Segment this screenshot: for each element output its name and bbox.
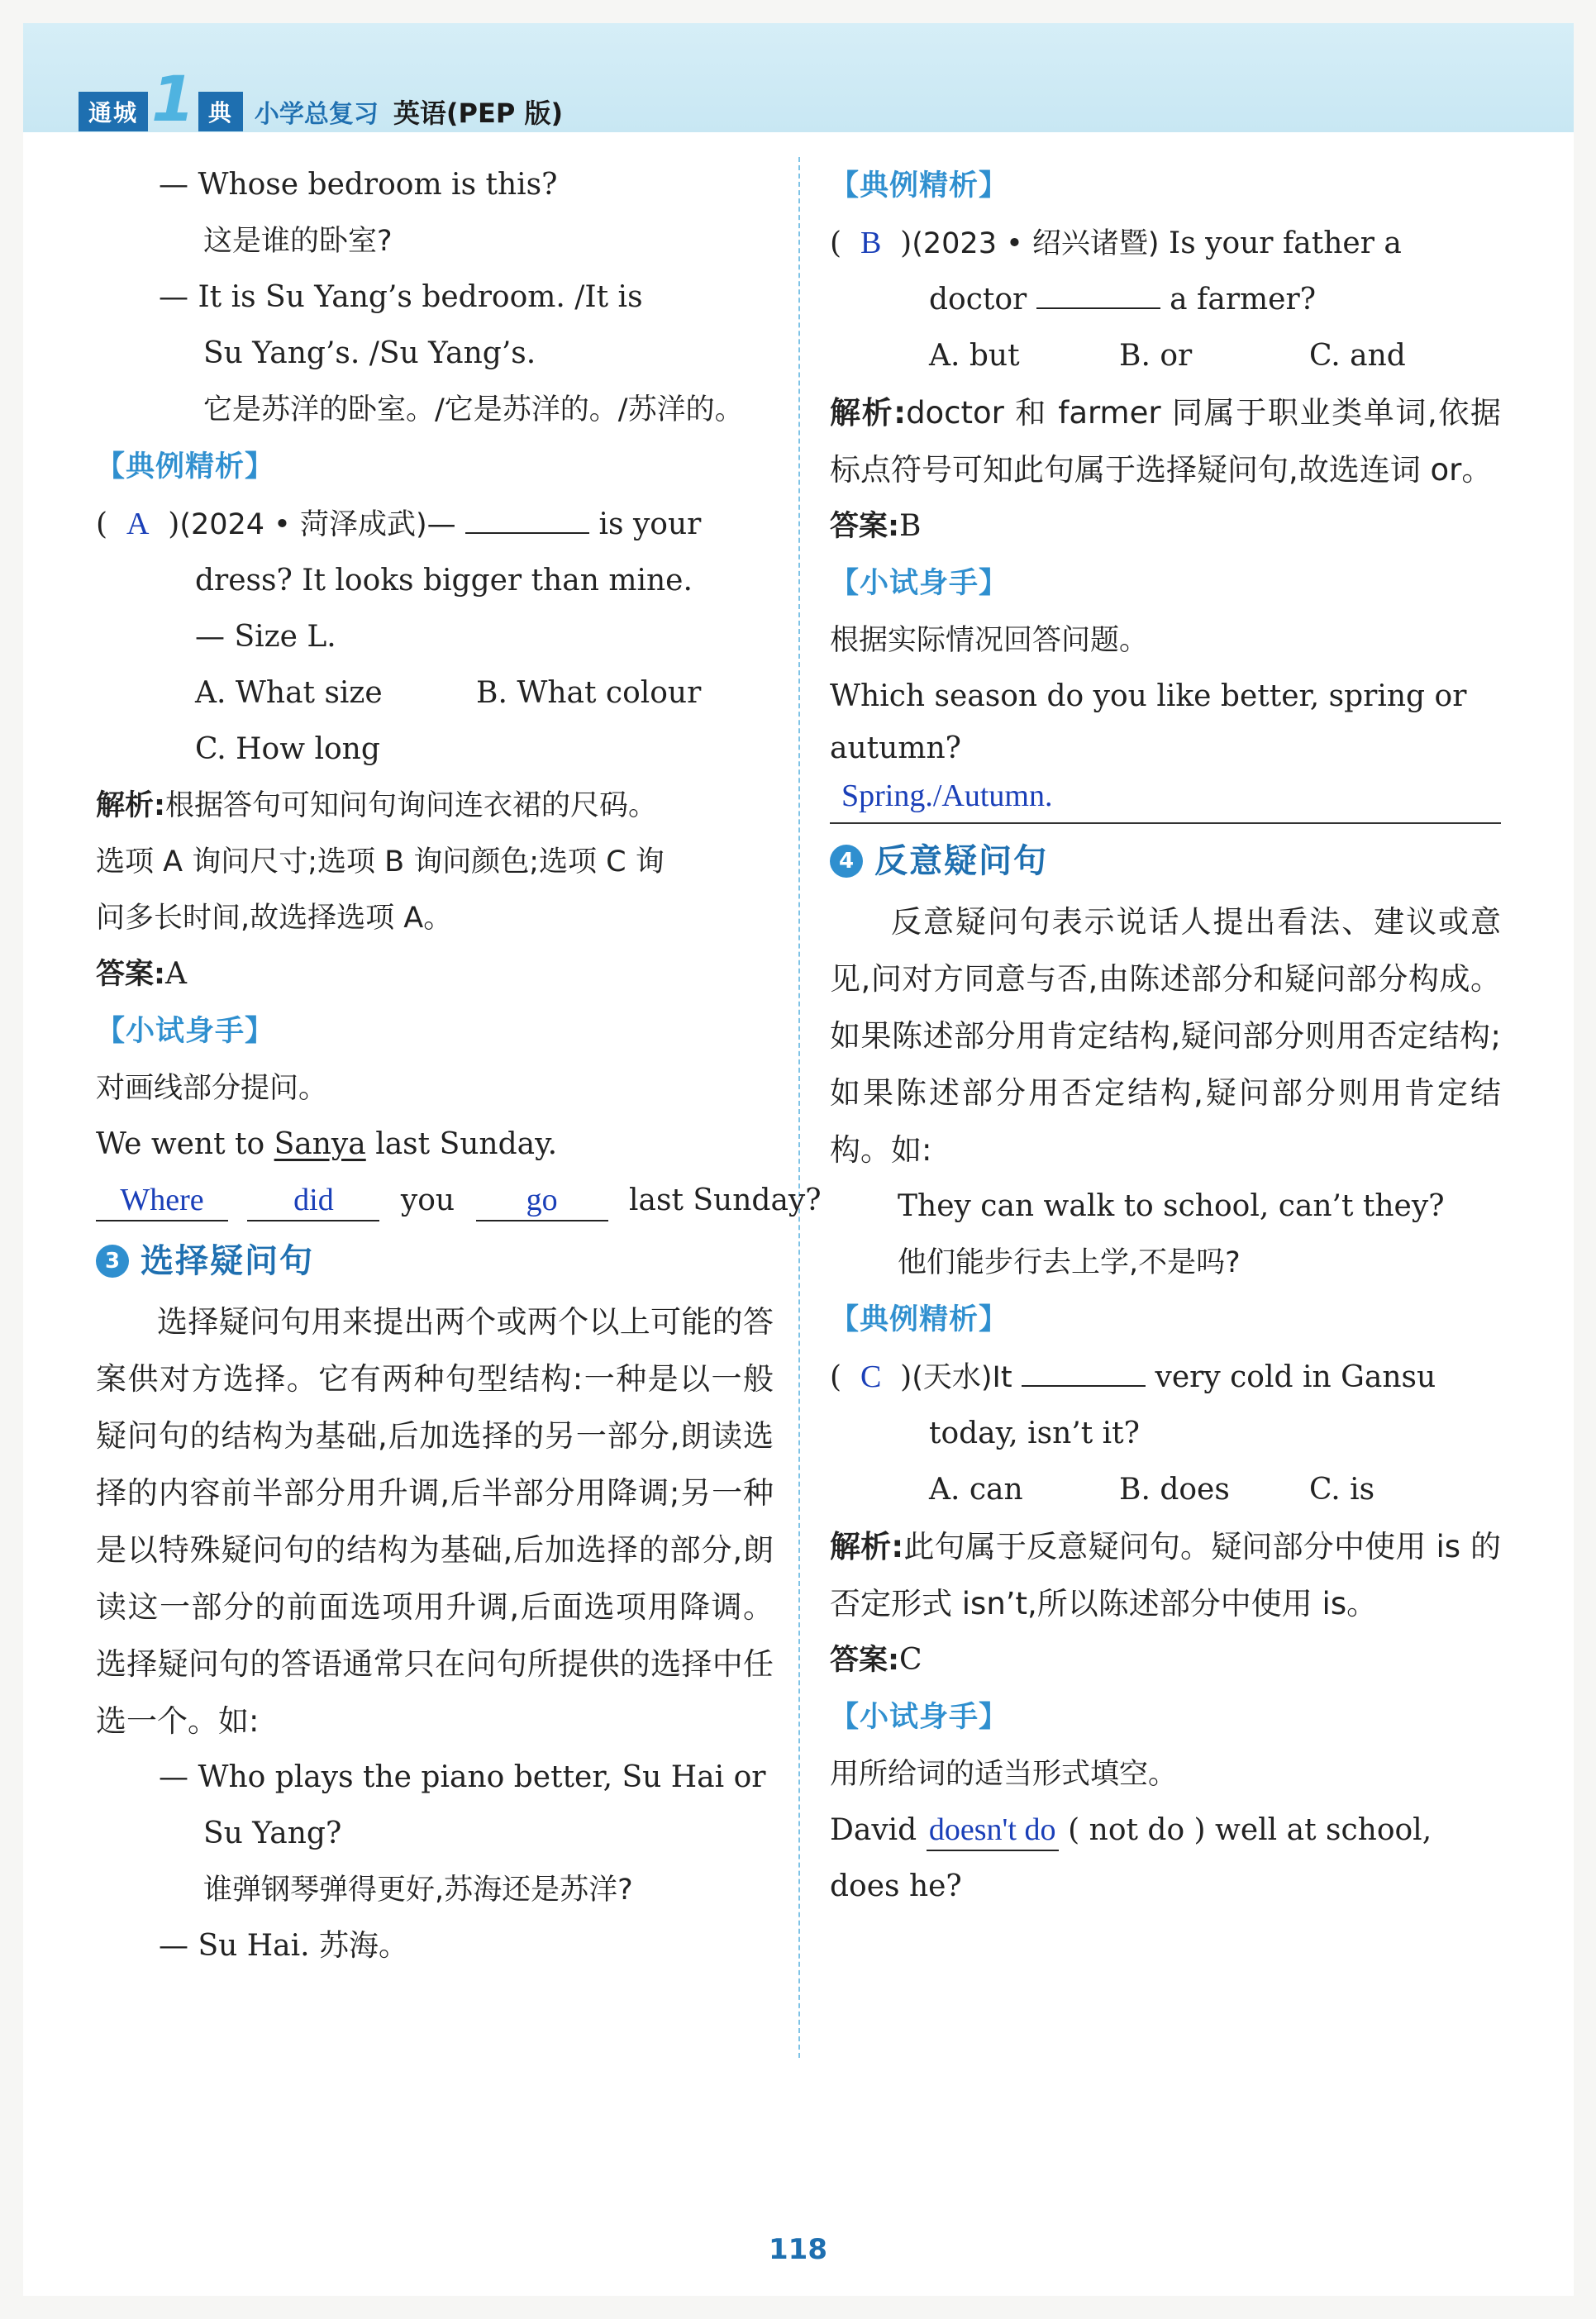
- question-text: is your: [598, 507, 702, 541]
- question-text: today, isn’t it?: [929, 1417, 1140, 1450]
- example-question: ( C )(天水)It very cold in Gansu: [830, 1359, 1436, 1394]
- options-row: [96, 665, 774, 721]
- section-title: 选择疑问句: [141, 1242, 314, 1280]
- example-question: ( A )(2024 • 菏泽成武)— is your: [96, 507, 702, 541]
- section-title: 反意疑问句: [874, 842, 1048, 880]
- analysis-text: 根据答句可知问句询问连衣裙的尺码。: [165, 789, 658, 822]
- practice-instruction: 用所给词的适当形式填空。: [830, 1758, 1178, 1791]
- example-source: (2023 • 绍兴诸暨): [912, 227, 1160, 260]
- answer-label: 答案:: [830, 1644, 899, 1677]
- section-heading: [830, 829, 1501, 893]
- practice-question: Which season do you like better, spring or: [830, 679, 1467, 713]
- question-text: Is your father a: [1168, 226, 1402, 260]
- analysis-text: doctor 和 farmer 同属于职业类单词,依据标点符号可知此句属于选择疑问句,故选连词 or。: [830, 395, 1501, 488]
- example-tag: 【典例精析】: [96, 450, 275, 483]
- example-line: — Who plays the piano better, Su Hai or: [159, 1760, 766, 1794]
- example-line: 他们能步行去上学,不是吗?: [898, 1246, 1241, 1279]
- answer-label: 答案:: [96, 958, 165, 991]
- question-text: a farmer?: [1170, 283, 1316, 317]
- answer-label: 答案:: [830, 510, 899, 543]
- question-text: dress? It looks bigger than mine.: [195, 564, 693, 598]
- option-b: B. or: [1119, 339, 1193, 373]
- section-number: 3: [96, 1245, 129, 1278]
- practice-tag: 【小试身手】: [96, 1015, 275, 1048]
- left-column: [96, 157, 822, 1974]
- practice-answer: Spring./Autumn.: [841, 779, 1053, 813]
- analysis-text: 此句属于反意疑问句。疑问部分中使用 is 的否定形式 isn’t,所以陈述部分中使用 is。: [830, 1529, 1501, 1621]
- practice-question: autumn?: [830, 731, 961, 765]
- analysis-text: 问多长时间,故选择选项 A。: [96, 902, 453, 935]
- option-a: A. What size: [195, 676, 383, 710]
- practice-sentence: [96, 1117, 774, 1173]
- practice-answer: doesn't do: [927, 1810, 1059, 1851]
- answer-row: [830, 498, 1501, 555]
- answer-blank: [1022, 1385, 1146, 1387]
- subject-title: 英语(PEP 版): [393, 98, 564, 129]
- practice-answer-line: [830, 773, 1501, 824]
- options-row: [830, 328, 1501, 384]
- sentence-text: ( not do ) well at school,: [1068, 1813, 1432, 1847]
- options-row: [830, 1462, 1501, 1518]
- dialog-line: Su Yang’s. /Su Yang’s.: [203, 336, 536, 370]
- practice-sentence: [830, 1802, 1501, 1859]
- sentence-text: does he?: [830, 1869, 962, 1903]
- option-a: A. but: [929, 339, 1020, 373]
- practice-answer-row: [96, 1173, 822, 1229]
- analysis: [830, 384, 1501, 498]
- example-source: (天水)It: [912, 1361, 1012, 1394]
- answer-value: B: [899, 509, 922, 543]
- series-title: 小学总复习: [254, 100, 379, 129]
- option-b: B. does: [1119, 1473, 1230, 1507]
- option-c: C. How long: [195, 732, 380, 766]
- right-column: [830, 157, 1501, 1915]
- example-answer: A: [126, 507, 150, 541]
- analysis-text: 选项 A 询问尺寸;选项 B 询问颜色;选项 C 询: [96, 845, 665, 879]
- example-answer: C: [860, 1359, 882, 1394]
- answer-value: C: [899, 1643, 922, 1677]
- question-line: [830, 272, 1501, 328]
- underlined-word: Sanya: [274, 1127, 366, 1161]
- answer-go: go: [476, 1180, 608, 1221]
- answer-value: A: [165, 957, 187, 991]
- section-paragraph: 选择疑问句用来提出两个或两个以上可能的答案供对方选择。它有两种句型结构:一种是以一般疑问句的结构为基础,后加选择的另一部分,朗读选择的内容前半部分用升调,后半部分用降调;另一种是以特殊疑问句的结构为基础,后加选择的部分,朗读这一部分的前面选项用升调,后面选项用降调。选择疑问句的答语通常只在问句所提供的选择中任选一个。如:: [96, 1304, 774, 1739]
- dialog-line: — Whose bedroom is this?: [159, 168, 558, 202]
- analysis-label: 解析:: [96, 789, 165, 822]
- sentence-text: last Sunday?: [629, 1183, 822, 1217]
- dialog-line: 这是谁的卧室?: [203, 225, 393, 258]
- brand-logo-one: 1: [151, 62, 195, 136]
- example-source: (2024 • 菏泽成武)—: [179, 508, 456, 541]
- analysis-label: 解析:: [830, 395, 907, 431]
- example-line: They can walk to school, can’t they?: [898, 1189, 1445, 1223]
- question-text: — Size L.: [195, 620, 336, 654]
- dialog-line: 它是苏洋的卧室。/它是苏洋的。/苏洋的。: [203, 393, 744, 426]
- option-c: C. and: [1309, 339, 1406, 373]
- example-line: — Su Hai. 苏海。: [159, 1929, 408, 1963]
- section-paragraph: 反意疑问句表示说话人提出看法、建议或意见,问对方同意与否,由陈述部分和疑问部分构成。如果陈述部分用肯定结构,疑问部分则用否定结构;如果陈述部分用否定结构,疑问部分则用肯定结构。如:: [830, 904, 1501, 1168]
- column-divider: [798, 157, 800, 2058]
- practice-tag: 【小试身手】: [830, 1701, 1009, 1734]
- example-line: Su Yang?: [203, 1817, 342, 1850]
- section-heading: [96, 1229, 774, 1293]
- example-line: 谁弹钢琴弹得更好,苏海还是苏洋?: [203, 1874, 633, 1907]
- analysis: [830, 1518, 1501, 1632]
- answer-row: [830, 1632, 1501, 1688]
- section-number: 4: [830, 845, 863, 878]
- answer-blank: [465, 532, 589, 534]
- sentence-text: last Sunday.: [375, 1127, 558, 1161]
- option-b: B. What colour: [476, 676, 702, 710]
- sentence-text: David: [830, 1813, 917, 1847]
- dialog-line: — It is Su Yang’s bedroom. /It is: [159, 280, 643, 314]
- practice-instruction: 根据实际情况回答问题。: [830, 624, 1149, 657]
- answer-row: [96, 946, 774, 1002]
- book-brand: [79, 62, 564, 136]
- brand-logo-right: 典: [198, 92, 243, 131]
- example-tag: 【典例精析】: [830, 169, 1009, 202]
- option-c: C. is: [1309, 1473, 1375, 1507]
- page-number: 118: [769, 2233, 827, 2266]
- practice-instruction: 对画线部分提问。: [96, 1072, 328, 1105]
- example-tag: 【典例精析】: [830, 1303, 1009, 1336]
- example-question: ( B )(2023 • 绍兴诸暨) Is your father a: [830, 226, 1402, 260]
- answer-blank: [1036, 307, 1160, 309]
- analysis-label: 解析:: [830, 1529, 904, 1564]
- answer-where: Where: [96, 1180, 228, 1221]
- analysis: [96, 778, 774, 834]
- option-a: A. can: [929, 1473, 1023, 1507]
- practice-tag: 【小试身手】: [830, 567, 1009, 600]
- question-text: doctor: [929, 283, 1027, 317]
- brand-logo-left: 通城: [79, 92, 148, 131]
- example-answer: B: [860, 226, 882, 260]
- question-text: very cold in Gansu: [1155, 1360, 1436, 1394]
- answer-did: did: [247, 1180, 379, 1221]
- sentence-text: We went to: [96, 1127, 265, 1161]
- sentence-text: you: [400, 1183, 455, 1217]
